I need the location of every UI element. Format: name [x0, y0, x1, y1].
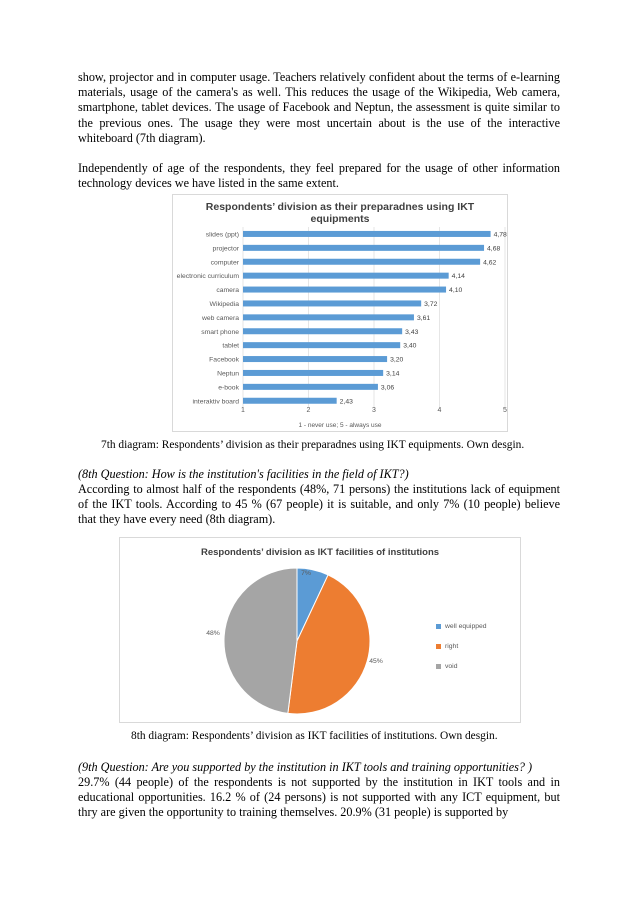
bar-chart-category-label: Facebook — [209, 356, 239, 364]
bar-chart-bars — [243, 231, 491, 404]
bar-chart-value-label: 4,62 — [483, 259, 497, 267]
paragraph-q8-answer: According to almost half of the respondents (48%, 71 persons) the institutions lack of equipment of the IKT tools. According to 45 % (67 people) it is suitable, and only 7% (10 people) believe that they have every need (8th diagram). — [78, 482, 560, 527]
legend-swatch — [436, 624, 441, 629]
bar-chart-bar — [243, 384, 378, 390]
bar-chart-tick-label: 3 — [372, 407, 376, 414]
pie-chart-legend — [436, 623, 487, 670]
pie-value-label: 48% — [206, 630, 220, 637]
bar-chart-category-label: Wikipedia — [209, 300, 239, 308]
bar-chart-value-label: 3,43 — [405, 328, 419, 336]
bar-chart-bar — [243, 370, 383, 376]
bar-chart-bar — [243, 287, 446, 293]
bar-chart-category-label: computer — [210, 259, 239, 267]
question-9: (9th Question: Are you supported by the institution in IKT tools and training opportunities? ) — [78, 760, 533, 774]
bar-chart-category-label: slides (ppt) — [205, 231, 239, 239]
pie-chart-title: Respondents’ division as IKT facilities of institutions — [200, 547, 440, 558]
bar-chart-value-label: 2,43 — [339, 398, 353, 406]
pie-value-label: 7% — [301, 570, 311, 577]
bar-chart-title-line2: equipments — [310, 213, 370, 225]
caption-diagram-7: 7th diagram: Respondents’ division as their preparadnes using IKT equipments. Own desgin. — [101, 439, 525, 451]
legend-label: void — [445, 663, 458, 670]
bar-chart-tick-label: 4 — [437, 407, 442, 414]
bar-chart-category-label: camera — [216, 287, 239, 295]
bar-chart-value-label: 3,61 — [416, 314, 431, 322]
pie-chart-frame — [119, 537, 521, 723]
bar-chart-bar — [243, 231, 491, 237]
bar-chart-bar — [243, 398, 337, 404]
bar-chart-bar — [243, 356, 387, 362]
bar-chart-title-line1: Respondents’ division as their preparadnes using IKT — [205, 201, 475, 213]
bar-chart-value-label: 3,72 — [424, 300, 438, 308]
bar-chart-tick-label: 5 — [503, 407, 507, 414]
bar-chart-bar — [243, 342, 400, 348]
question-8: (8th Question: How is the institution's facilities in the field of IKT?) — [78, 467, 409, 481]
caption-diagram-8: 8th diagram: Respondents’ division as IKT facilities of institutions. Own desgin. — [131, 730, 498, 742]
bar-chart-value-label: 3,06 — [380, 384, 395, 392]
paragraph-intro: show, projector and in computer usage. Teachers relatively confident about the terms of e-learning materials, usage of the camera's as well. This reduces the usage of the Wikipedia, Web camera, smartphone, tablet devices. The usage of Facebook and Neptun, the assessment is quite similar to the previous ones. The usage they were most uncertain about is the use of the interactive whiteboard (7th diagram). — [78, 70, 560, 145]
bar-chart-value-label: 3,20 — [390, 356, 404, 364]
bar-chart-category-label: tablet — [222, 342, 239, 350]
bar-chart-tick-labels — [241, 407, 507, 414]
bar-chart-bar — [243, 259, 480, 265]
pie-chart-slices — [224, 568, 370, 714]
paragraph-q9-answer: 29.7% (44 people) of the respondents is not supported by the institution in IKT tools and in educational opportunities. 16.2 % of (24 persons) is not supported with any ICT equipment, but thry are given the opportunity to training themselves. 20.9% (31 people) is supported by — [78, 775, 560, 820]
bar-chart-value-label: 4,68 — [487, 245, 501, 253]
bar-chart-bar — [243, 328, 402, 334]
bar-chart-bar — [243, 245, 484, 251]
pie-slice-void — [224, 568, 297, 713]
bar-chart-category-label: Neptun — [217, 370, 239, 378]
bar-chart-value-label: 4,78 — [493, 231, 507, 239]
bar-chart-category-label: electronic curriculum — [176, 273, 239, 281]
bar-chart-tick-label: 2 — [306, 407, 311, 414]
bar-chart-value-label: 3,40 — [403, 342, 417, 350]
legend-swatch — [436, 644, 441, 649]
bar-chart-category-label: interaktiv board — [192, 398, 239, 406]
bar-chart-value-label: 4,10 — [449, 287, 463, 295]
legend-swatch — [436, 664, 441, 669]
legend-label: right — [445, 643, 459, 650]
bar-chart-bar — [243, 300, 421, 306]
bar-chart — [173, 195, 507, 431]
bar-chart-value-label: 3,14 — [386, 370, 400, 378]
bar-chart-bar — [243, 273, 449, 279]
pie-value-label: 45% — [369, 658, 383, 665]
bar-chart-category-labels — [177, 231, 240, 405]
bar-chart-tick-label: 1 — [241, 407, 245, 414]
bar-chart-category-label: web camera — [201, 314, 239, 322]
pie-chart — [120, 538, 520, 722]
paragraph-age: Independently of age of the respondents, they feel prepared for the usage of other information technology devices we have listed in the same extent. — [78, 161, 560, 191]
bar-chart-category-label: smart phone — [201, 328, 239, 336]
bar-chart-value-label: 4,14 — [451, 273, 465, 281]
bar-chart-x-axis-label: 1 - never use; 5 - always use — [298, 422, 382, 429]
legend-label: well equipped — [445, 623, 487, 630]
bar-chart-bar — [243, 314, 414, 320]
bar-chart-category-label: e-book — [218, 384, 239, 392]
bar-chart-category-label: projector — [212, 245, 239, 253]
bar-chart-frame — [172, 194, 508, 432]
